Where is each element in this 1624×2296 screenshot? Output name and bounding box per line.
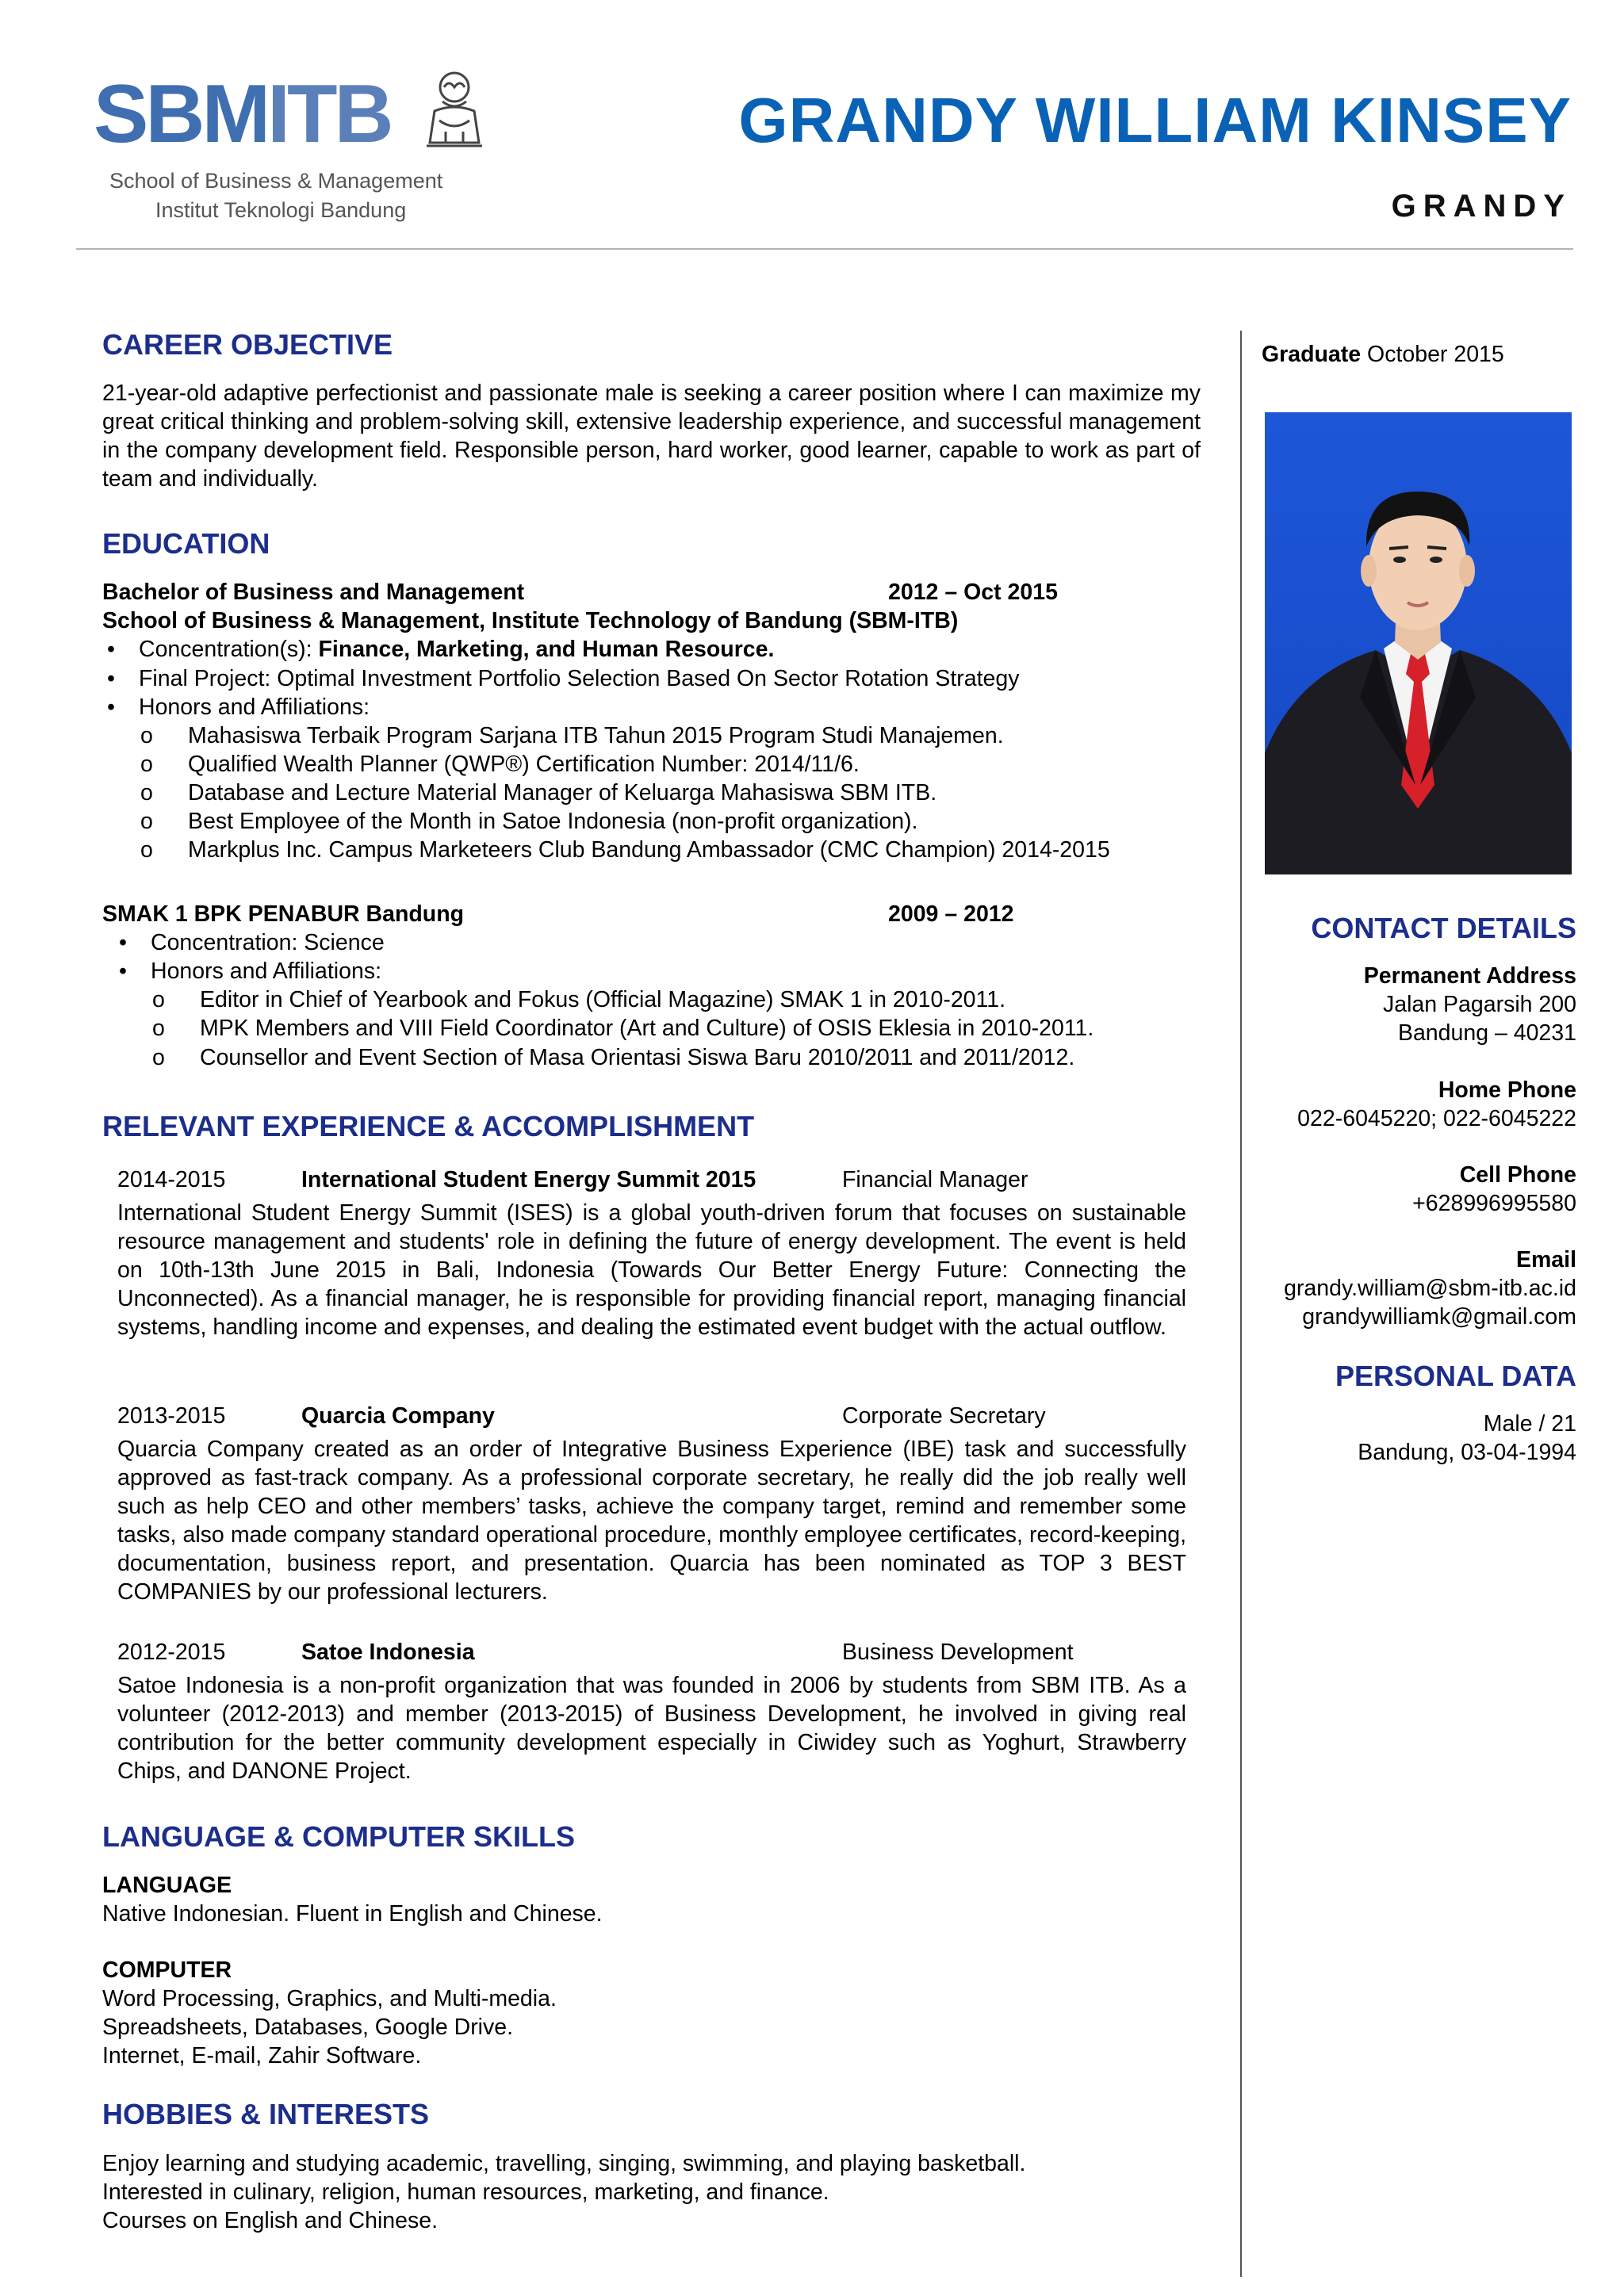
bachelor-honors-label: • Honors and Affiliations: xyxy=(139,693,370,721)
education-heading: EDUCATION xyxy=(102,527,270,560)
graduate-label: Graduate xyxy=(1262,342,1362,367)
home-phone-label: Home Phone xyxy=(1438,1077,1576,1103)
school-logo xyxy=(94,63,506,238)
graduate-info xyxy=(1262,340,1504,369)
email-primary: grandy.william@sbm-itb.ac.id xyxy=(1284,1276,1576,1301)
language-label: LANGUAGE xyxy=(102,1873,232,1898)
experience-1-description: International Student Energy Summit (ISES) is a global youth-driven forum that focuses on sustainable resource management and students' role in defining the future of energy development. The event is held on 10th-13th June 2015 in Bali, Indonesia (Towards Our Better Energy Future: Connecting the Unconnected). As a financial manager, he is responsible for providing financial report, managing financial systems, handling income and expenses, and dealing the estimated event budget with the actual outflow. xyxy=(117,1200,1186,1340)
list-item: Interested in culinary, religion, human resources, marketing, and finance. xyxy=(102,2179,829,2205)
address-line-2: Bandung – 40231 xyxy=(1397,1020,1576,1046)
list-item: o Counsellor and Event Section of Masa Orientasi Siswa Baru 2010/2011 and 2011/2012. xyxy=(200,1043,1074,1072)
sidebar-divider xyxy=(1240,331,1242,2277)
skills-heading: LANGUAGE & COMPUTER SKILLS xyxy=(102,1820,576,1853)
hobbies-heading: HOBBIES & INTERESTS xyxy=(102,2098,430,2130)
bachelor-years: 2012 – Oct 2015 xyxy=(888,580,1058,605)
experience-3-role: Business Development xyxy=(842,1640,1074,1665)
concentration-label: Concentration(s): xyxy=(139,637,319,662)
experience-3-description: Satoe Indonesia is a non-profit organization that was founded in 2006 by students from SBM ITB. As a volunteer (2012-2013) and member (2013-2015) of Business Development, he involved in giving real contribution for the better community development especially in Ciwidey such as Yoghurt, Strawberry Chips, and DANONE Project. xyxy=(117,1673,1186,1784)
email-label: Email xyxy=(1515,1247,1576,1272)
sex-age: Male / 21 xyxy=(1483,1411,1576,1437)
list-item: o Mahasiswa Terbaik Program Sarjana ITB Tahun 2015 Program Studi Manajemen. xyxy=(188,721,1004,750)
bachelor-degree: Bachelor of Business and Management xyxy=(102,580,525,605)
list-item: Enjoy learning and studying academic, travelling, singing, swimming, and playing basketball. xyxy=(102,2151,1026,2176)
logo-school-name: School of Business & Management xyxy=(109,169,443,193)
ganesha-emblem-icon xyxy=(411,63,498,159)
experience-2-years: 2013-2015 xyxy=(117,1403,226,1429)
header-divider xyxy=(76,248,1573,250)
address-line-1: Jalan Pagarsih 200 xyxy=(1382,992,1576,1017)
candidate-nickname: GRANDY xyxy=(1391,189,1572,224)
computer-label: COMPUTER xyxy=(102,1957,232,1983)
list-item: Spreadsheets, Databases, Google Drive. xyxy=(102,2015,514,2040)
graduate-value: October 2015 xyxy=(1361,342,1504,367)
logo-wordmark-main: SBM xyxy=(94,68,268,160)
list-item: o Editor in Chief of Yearbook and Fokus (Official Magazine) SMAK 1 in 2010-2011. xyxy=(200,985,1005,1014)
birth-place-date: Bandung, 03-04-1994 xyxy=(1358,1440,1576,1465)
logo-institute-name: Institut Teknologi Bandung xyxy=(155,198,407,222)
list-item: o Best Employee of the Month in Satoe Indonesia (non-profit organization). xyxy=(188,807,917,836)
highschool-honors-label: • Honors and Affiliations: xyxy=(151,957,381,985)
contact-heading: CONTACT DETAILS xyxy=(1311,912,1576,944)
experience-1-years: 2014-2015 xyxy=(117,1167,226,1192)
bachelor-final-project: • Final Project: Optimal Investment Portfolio Selection Based On Sector Rotation Strategy xyxy=(139,664,1019,693)
person-portrait-icon xyxy=(1265,412,1572,874)
list-item: o MPK Members and VIII Field Coordinator (Art and Culture) of OSIS Eklesia in 2010-2011. xyxy=(200,1014,1094,1043)
personal-data-heading: PERSONAL DATA xyxy=(1335,1360,1576,1392)
list-item: o Qualified Wealth Planner (QWP®) Certification Number: 2014/11/6. xyxy=(188,750,860,779)
experience-2-description: Quarcia Company created as an order of Integrative Business Experience (IBE) task and successfully approved as fast-track company. As a professional corporate secretary, he really did the job really well such as help CEO and other members’ tasks, achieve the company target, remind and remember some tasks, also made company standard operational procedure, monthly employee certificates, record-keeping, documentation, business report, and presentation. Quarcia has been nominated as TOP 3 BEST COMPANIES by our professional lecturers. xyxy=(117,1437,1186,1605)
career-objective-heading: CAREER OBJECTIVE xyxy=(102,328,393,361)
address-label: Permanent Address xyxy=(1363,963,1576,989)
profile-photo xyxy=(1265,412,1572,874)
bachelor-school: School of Business & Management, Institute Technology of Bandung (SBM-ITB) xyxy=(102,608,959,633)
list-item: Internet, E-mail, Zahir Software. xyxy=(102,2043,422,2068)
cell-phone-label: Cell Phone xyxy=(1459,1162,1576,1188)
experience-1-org: International Student Energy Summit 2015 xyxy=(301,1167,756,1192)
experience-heading: RELEVANT EXPERIENCE & ACCOMPLISHMENT xyxy=(102,1110,755,1142)
email-secondary: grandywilliamk@gmail.com xyxy=(1302,1304,1576,1330)
candidate-name: GRANDY WILLIAM KINSEY xyxy=(738,85,1572,155)
experience-1-role: Financial Manager xyxy=(842,1167,1028,1192)
highschool-years: 2009 – 2012 xyxy=(888,901,1014,927)
bachelor-concentration xyxy=(139,635,774,664)
experience-3-years: 2012-2015 xyxy=(117,1640,226,1665)
highschool-name: SMAK 1 BPK PENABUR Bandung xyxy=(102,901,465,927)
highschool-concentration: • Concentration: Science xyxy=(151,928,385,957)
language-text: Native Indonesian. Fluent in English and Chinese. xyxy=(102,1901,603,1927)
list-item: Courses on English and Chinese. xyxy=(102,2208,439,2233)
logo-wordmark-accent: ITB xyxy=(267,68,391,160)
list-item: o Database and Lecture Material Manager of Keluarga Mahasiswa SBM ITB. xyxy=(188,779,936,807)
experience-2-org: Quarcia Company xyxy=(301,1403,495,1429)
experience-2-role: Corporate Secretary xyxy=(842,1403,1046,1429)
list-item: o Markplus Inc. Campus Marketeers Club Bandung Ambassador (CMC Champion) 2014-2015 xyxy=(188,836,1110,864)
cell-phone-value: +628996995580 xyxy=(1412,1191,1576,1216)
home-phone-value: 022-6045220; 022-6045222 xyxy=(1297,1106,1576,1131)
logo-wordmark xyxy=(94,68,391,160)
list-item: Word Processing, Graphics, and Multi-media. xyxy=(102,1986,557,2011)
career-objective-text: 21-year-old adaptive perfectionist and passionate male is seeking a career position where I can maximize my great critical thinking and problem-solving skill, extensive leadership experience, and successful management in the company development field. Responsible person, hard worker, good learner, capable to work as part of team and individually. xyxy=(102,381,1201,492)
concentration-value: Finance, Marketing, and Human Resource. xyxy=(318,637,775,662)
experience-3-org: Satoe Indonesia xyxy=(301,1640,475,1665)
